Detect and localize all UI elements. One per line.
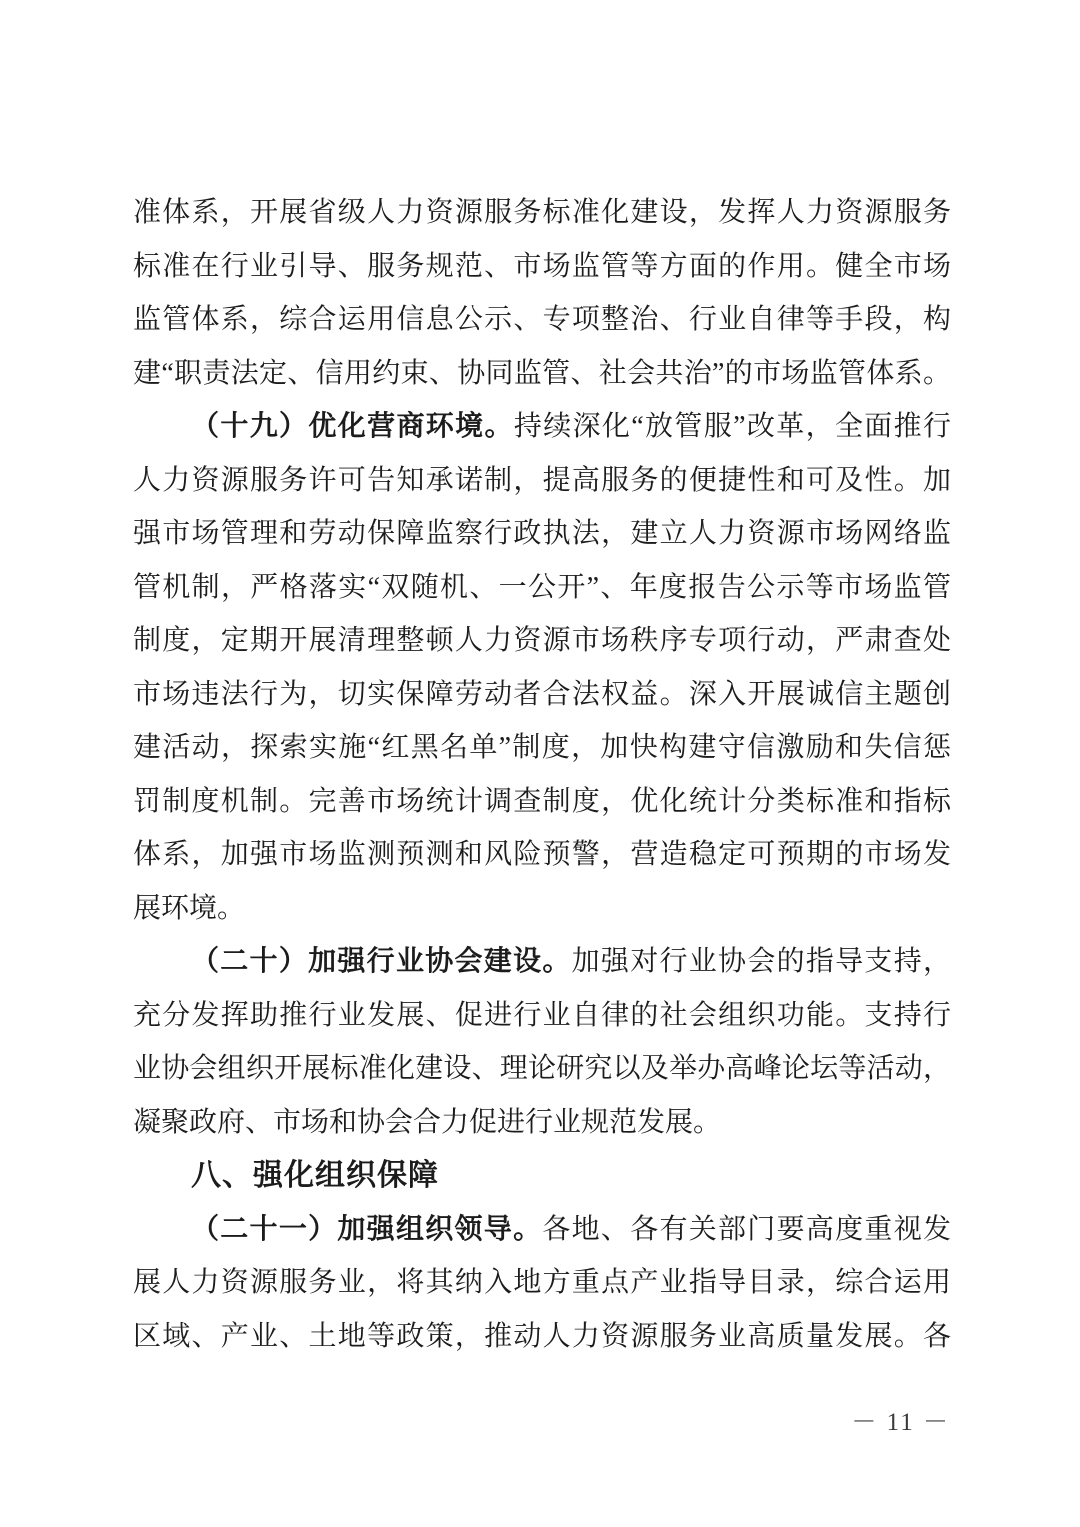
text-line: [133, 400, 951, 454]
paragraph-lead: （十九）优化营商环境。: [191, 411, 514, 442]
paragraph-lead: （二十一）加强组织领导。: [191, 1213, 543, 1245]
text-line: [133, 721, 951, 775]
text-line: [133, 614, 951, 668]
text-line: [133, 561, 951, 615]
text-line: [133, 240, 951, 294]
text-segment: 罚制度机制。完善市场统计调查制度，优化统计分类标准和指标: [133, 785, 951, 817]
text-segment: 建活动，探索实施“红黑名单”制度，加快构建守信激励和失信惩: [133, 732, 951, 763]
text-segment: 八、强化组织保障: [191, 1159, 439, 1192]
text-segment: 充分发挥助推行业发展、促进行业自律的社会组织功能。支持行: [133, 999, 951, 1031]
text-segment: 建“职责法定、信用约束、协同监管、社会共治”的市场监管体系。: [133, 357, 951, 389]
text-line: [133, 989, 951, 1043]
section-heading: [133, 1149, 951, 1203]
text-segment: 加强对行业协会的指导支持，: [571, 946, 951, 977]
text-segment: 准体系，开展省级人力资源服务标准化建设，发挥人力资源服务: [133, 197, 951, 228]
text-segment: 各地、各有关部门要高度重视发: [542, 1213, 951, 1245]
text-segment: 制度，定期开展清理整顿人力资源市场秩序专项行动，严肃查处: [133, 625, 951, 656]
text-line: [133, 1042, 951, 1096]
text-line: [133, 1310, 951, 1364]
text-segment: 区域、产业、土地等政策，推动人力资源服务业高质量发展。各: [133, 1320, 951, 1352]
text-line: [133, 507, 951, 561]
text-line: [133, 186, 951, 240]
text-segment: 标准在行业引导、服务规范、市场监管等方面的作用。健全市场: [133, 250, 951, 282]
text-line: [133, 935, 951, 989]
text-segment: 持续深化“放管服”改革，全面推行: [513, 411, 951, 442]
page-number: － 11 －: [851, 1409, 950, 1436]
text-line: [133, 347, 951, 401]
text-line: [133, 293, 951, 347]
text-line: [133, 1096, 951, 1150]
text-segment: 业协会组织开展标准化建设、理论研究以及举办高峰论坛等活动，: [133, 1053, 951, 1084]
text-line: [133, 828, 951, 882]
text-line: [133, 454, 951, 508]
text-segment: 强市场管理和劳动保障监察行政执法，建立人力资源市场网络监: [133, 518, 951, 549]
document-body: [133, 186, 951, 1363]
text-segment: 人力资源服务许可告知承诺制，提高服务的便捷性和可及性。加: [133, 464, 951, 496]
text-segment: 展人力资源服务业，将其纳入地方重点产业指导目录，综合运用: [133, 1267, 951, 1298]
text-segment: 管机制，严格落实“双随机、一公开”、年度报告公示等市场监管: [133, 571, 951, 603]
text-segment: 市场违法行为，切实保障劳动者合法权益。深入开展诚信主题创: [133, 678, 951, 710]
text-line: [133, 775, 951, 829]
text-line: [133, 1256, 951, 1310]
text-segment: 体系，加强市场监测预测和风险预警，营造稳定可预期的市场发: [133, 839, 951, 870]
text-line: [133, 882, 951, 936]
text-line: [133, 1203, 951, 1257]
text-line: [133, 668, 951, 722]
text-segment: 凝聚政府、市场和协会合力促进行业规范发展。: [133, 1106, 722, 1138]
paragraph-lead: （二十）加强行业协会建设。: [191, 946, 572, 977]
text-segment: 展环境。: [133, 892, 246, 924]
text-segment: 监管体系，综合运用信息公示、专项整治、行业自律等手段，构: [133, 304, 951, 335]
